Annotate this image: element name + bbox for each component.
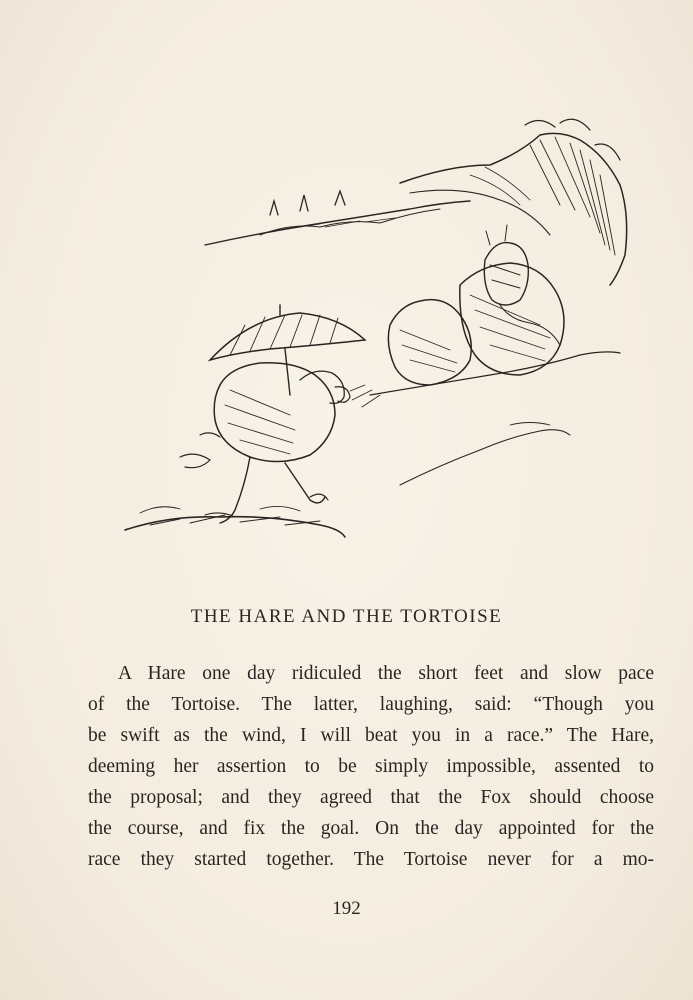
text-line: be swift as the wind, I will beat you in a race.” The Hare, <box>88 725 654 746</box>
text-line: the proposal; and they agreed that the Fox should choose <box>88 787 654 808</box>
story-title: THE HARE AND THE TORTOISE <box>190 606 503 627</box>
page-number: 192 <box>332 898 361 919</box>
text-line: of the Tortoise. The latter, laughing, said: “Though you <box>88 694 654 715</box>
story-paragraph <box>88 658 654 875</box>
text-line: A Hare one day ridiculed the short feet and slow pace <box>118 663 654 684</box>
hare-and-tortoise-illustration-icon <box>110 105 640 550</box>
text-line: the course, and fix the goal. On the day appointed for the <box>88 818 654 839</box>
text-line: race they started together. The Tortoise never for a mo- <box>88 849 654 870</box>
text-line: deeming her assertion to be simply impossible, assented to <box>88 756 654 777</box>
